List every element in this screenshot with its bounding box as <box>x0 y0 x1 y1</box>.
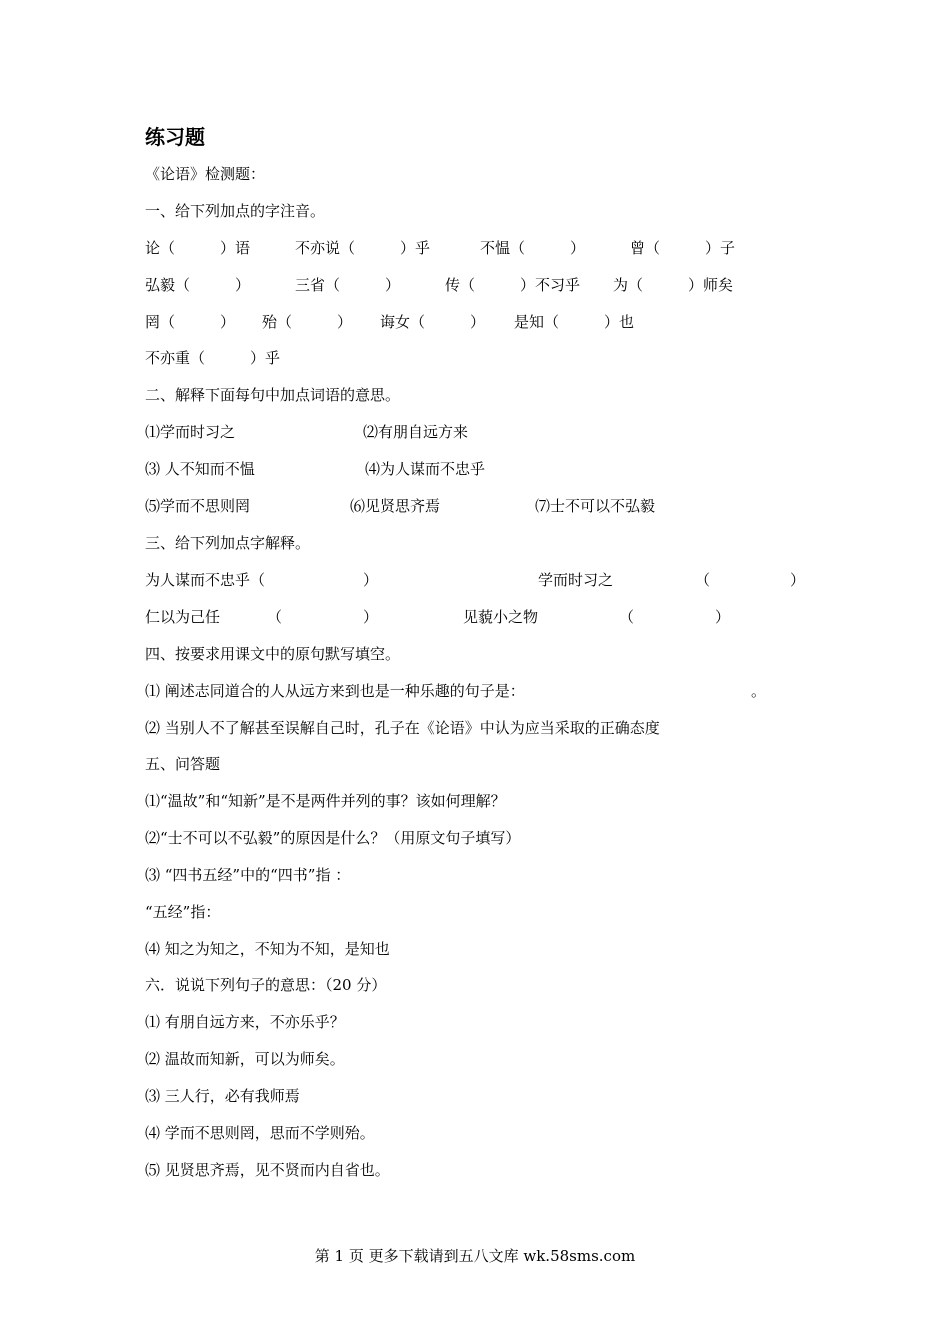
s6-item: ⑵ 温故而知新，可以为师矣。 <box>145 1050 345 1068</box>
section-6-heading: 六．说说下列句子的意思：（20 分） <box>145 976 387 994</box>
section-3-heading: 三、给下列加点字解释。 <box>145 534 311 552</box>
s4-q1-end: 。 <box>751 682 767 700</box>
s2-item: ⑷为人谋而不忠乎 <box>365 460 486 478</box>
s3-item: 学而时习之 <box>538 571 614 589</box>
s5-q2: ⑵“士不可以不弘毅”的原因是什么？（用原文句子填写） <box>145 829 521 847</box>
s3-paren: ） <box>363 571 379 589</box>
subtitle: 《论语》检测题： <box>145 165 266 183</box>
s4-q1-text: ⑴ 阐述志同道合的人从远方来到也是一种乐趣的句子是： <box>145 682 525 700</box>
s5-q4: ⑷ 知之为知之，不知为不知，是知也 <box>145 940 390 958</box>
s3-paren: （ <box>695 571 711 589</box>
s6-item: ⑴ 有朋自远方来，不亦乐乎？ <box>145 1013 345 1031</box>
page-title: 练习题 <box>145 125 205 149</box>
s2-item: ⑶ 人不知而不愠 <box>145 460 255 478</box>
s1-item: 不亦重（ ）乎 <box>145 349 281 367</box>
page-footer: 第 1 页 更多下载请到五八文库 wk.58sms.com <box>314 1247 636 1265</box>
s1-item: 弘毅（ ） <box>145 276 251 294</box>
s1-item: 诲女（ ） <box>380 313 486 331</box>
s3-item: 仁以为己任 <box>145 608 221 626</box>
s1-item: 三省（ ） <box>295 276 401 294</box>
s5-q3: ⑶ “四书五经”中的“四书”指 ： <box>145 866 351 884</box>
s6-item: ⑶ 三人行，必有我师焉 <box>145 1087 300 1105</box>
s6-item: ⑷ 学而不思则罔，思而不学则殆。 <box>145 1124 375 1142</box>
s1-item: 殆（ ） <box>262 313 353 331</box>
s3-paren: （ <box>267 608 283 626</box>
s1-item: 不愠（ ） <box>480 239 586 257</box>
section-2-heading: 二、解释下面每句中加点词语的意思。 <box>145 386 401 404</box>
s1-item: 传（ ）不习乎 <box>445 276 581 294</box>
s3-item: 见藐小之物 <box>463 608 539 626</box>
s4-q2: ⑵ 当别人不了解甚至误解自己时，孔子在《论语》中认为应当采取的正确态度 <box>145 719 660 737</box>
s2-item: ⑵有朋自远方来 <box>363 423 469 441</box>
s3-item: 为人谋而不忠乎（ <box>145 571 266 589</box>
s1-item: 罔（ ） <box>145 313 236 331</box>
s2-item: ⑸学而不思则罔 <box>145 497 251 515</box>
s2-item: ⑺士不可以不弘毅 <box>535 497 656 515</box>
s2-item: ⑹见贤思齐焉 <box>350 497 441 515</box>
s1-item: 是知（ ）也 <box>514 313 635 331</box>
section-1-heading: 一、给下列加点的字注音。 <box>145 202 326 220</box>
s3-paren: （ <box>619 608 635 626</box>
s1-item: 曾（ ）子 <box>630 239 736 257</box>
s1-item: 为（ ）师矣 <box>613 276 734 294</box>
s3-paren: ） <box>363 608 379 626</box>
section-5-heading: 五、问答题 <box>145 755 221 773</box>
s6-item: ⑸ 见贤思齐焉，见不贤而内自省也。 <box>145 1161 390 1179</box>
s3-paren: ） <box>715 608 731 626</box>
s1-item: 不亦说（ ）乎 <box>295 239 431 257</box>
s5-q3b: “五经”指： <box>145 903 221 921</box>
s2-item: ⑴学而时习之 <box>145 423 236 441</box>
section-4-heading: 四、按要求用课文中的原句默写填空。 <box>145 645 401 663</box>
s3-paren: ） <box>790 571 806 589</box>
s1-item: 论（ ）语 <box>145 239 251 257</box>
s5-q1: ⑴“温故”和“知新”是不是两件并列的事？该如何理解？ <box>145 792 506 810</box>
